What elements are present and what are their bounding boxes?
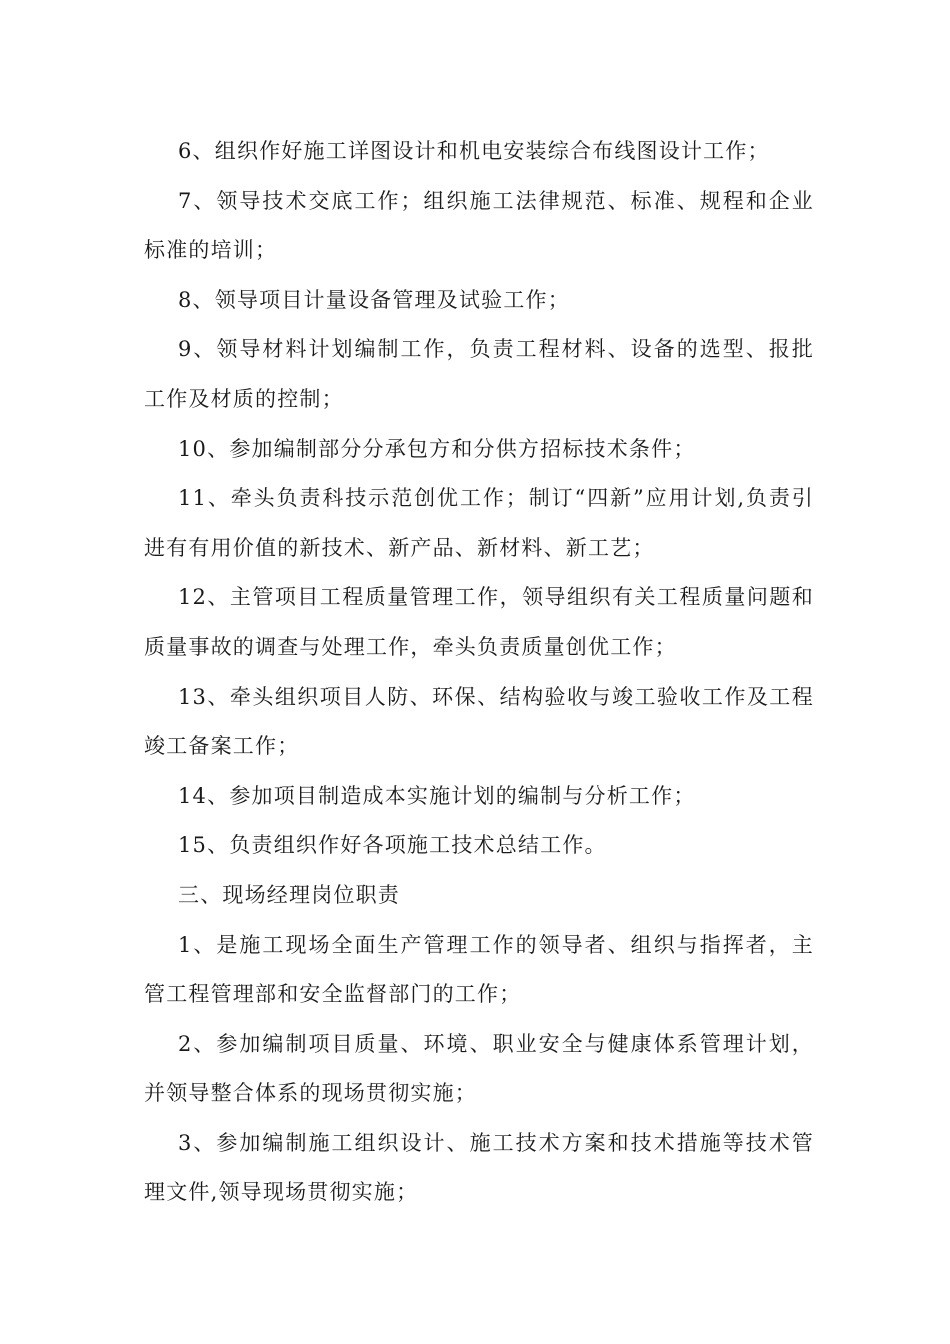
paragraph-item-15: 15、负责组织作好各项施工技术总结工作。 (178, 833, 607, 858)
paragraph-item-7: 7、领导技术交底工作；组织施工法律规范、标准、规程和企业标准的培训； (144, 188, 814, 263)
document-body (144, 127, 814, 1218)
paragraph-item-6: 6、组织作好施工详图设计和机电安装综合布线图设计工作； (178, 139, 770, 163)
paragraph-item-3: 3、参加编制施工组织设计、施工技术方案和技术措施等技术管理文件,领导现场贯彻实施； (144, 1130, 814, 1205)
paragraph-item-13: 13、牵头组织项目人防、环保、结构验收与竣工验收工作及工程竣工备案工作； (144, 684, 814, 759)
paragraph-item-14: 14、参加项目制造成本实施计划的编制与分析工作； (178, 783, 696, 808)
paragraph-item-2: 2、参加编制项目质量、环境、职业安全与健康体系管理计划，并领导整合体系的现场贯彻实施； (144, 1031, 814, 1106)
paragraph-item-8: 8、领导项目计量设备管理及试验工作； (178, 287, 570, 312)
paragraph-item-11: 11、牵头负责科技示范创优工作；制订“四新”应用计划,负责引进有有用价值的新技术、新产品、新材料、新工艺； (144, 486, 814, 560)
paragraph-item-1: 1、是施工现场全面生产管理工作的领导者、组织与指挥者，主管工程管理部和安全监督部门的工作； (144, 932, 814, 1007)
paragraph-item-9: 9、领导材料计划编制工作，负责工程材料、设备的选型、报批工作及材质的控制； (144, 337, 814, 411)
paragraph-item-12: 12、主管项目工程质量管理工作，领导组织有关工程质量问题和质量事故的调查与处理工作，牵头负责质量创优工作； (144, 585, 814, 659)
paragraph-item-10: 10、参加编制部分分承包方和分供方招标技术条件； (178, 436, 696, 461)
section-heading: 三、现场经理岗位职责 (178, 882, 400, 907)
